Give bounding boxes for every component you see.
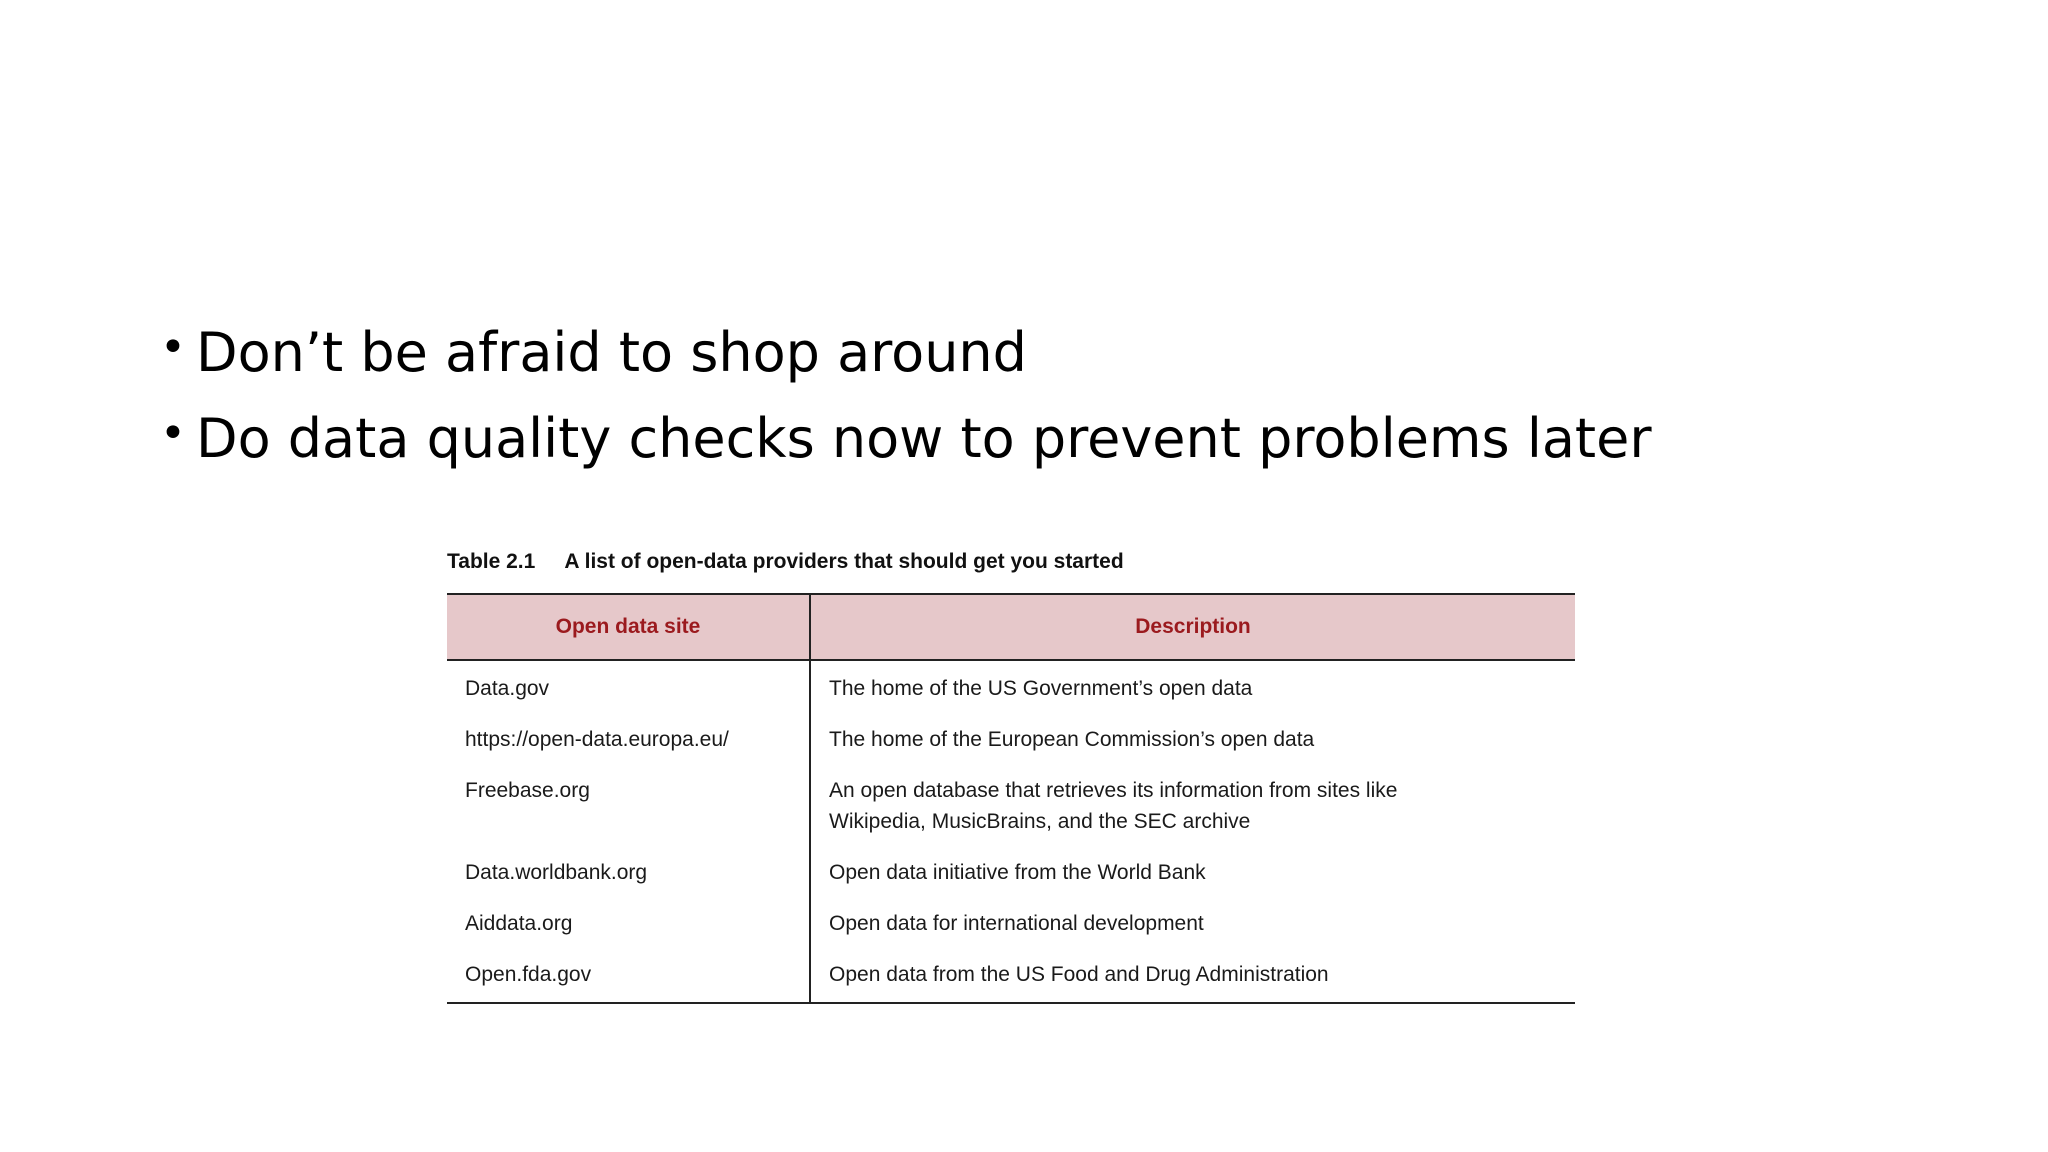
cell-description — [810, 765, 1575, 847]
cell-site: Data.gov — [447, 660, 810, 714]
bullet-list — [160, 310, 1960, 482]
table-row — [447, 847, 1575, 898]
cell-description-line: An open database that retrieves its information from sites like — [829, 779, 1398, 802]
table-row — [447, 660, 1575, 714]
cell-description-line: Wikipedia, MusicBrains, and the SEC archive — [829, 810, 1251, 833]
cell-description: The home of the European Commission’s open data — [829, 728, 1315, 751]
cell-site: https://open-data.europa.eu/ — [447, 714, 810, 765]
cell-site: Freebase.org — [447, 765, 810, 847]
header-description: Description — [810, 594, 1575, 660]
table-caption — [447, 545, 1575, 593]
table-caption-text: A list of open-data providers that should get you started — [564, 550, 1124, 573]
cell-site: Open.fda.gov — [447, 949, 810, 1003]
cell-description: Open data for international development — [829, 912, 1204, 935]
table-caption-number: Table 2.1 — [447, 550, 536, 573]
table-figure — [447, 545, 1575, 1004]
table-row — [447, 714, 1575, 765]
bullet-text: Don’t be afraid to shop around — [196, 321, 1027, 384]
cell-description: Open data initiative from the World Bank — [829, 861, 1206, 884]
header-open-data-site: Open data site — [447, 594, 810, 660]
bullet-item — [160, 310, 1960, 396]
bullet-text: Do data quality checks now to prevent problems later — [196, 407, 1652, 470]
table-row — [447, 765, 1575, 847]
cell-description: The home of the US Government’s open data — [829, 677, 1253, 700]
bullet-icon: • — [160, 322, 186, 373]
bullet-item — [160, 396, 1960, 482]
bullet-icon: • — [160, 408, 186, 459]
cell-description: Open data from the US Food and Drug Administration — [810, 949, 1575, 1003]
table-header-row — [447, 594, 1575, 660]
open-data-table — [447, 593, 1575, 1004]
table-row — [447, 949, 1575, 1003]
cell-site: Aiddata.org — [447, 898, 810, 949]
table-row — [447, 898, 1575, 949]
cell-site: Data.worldbank.org — [447, 847, 810, 898]
